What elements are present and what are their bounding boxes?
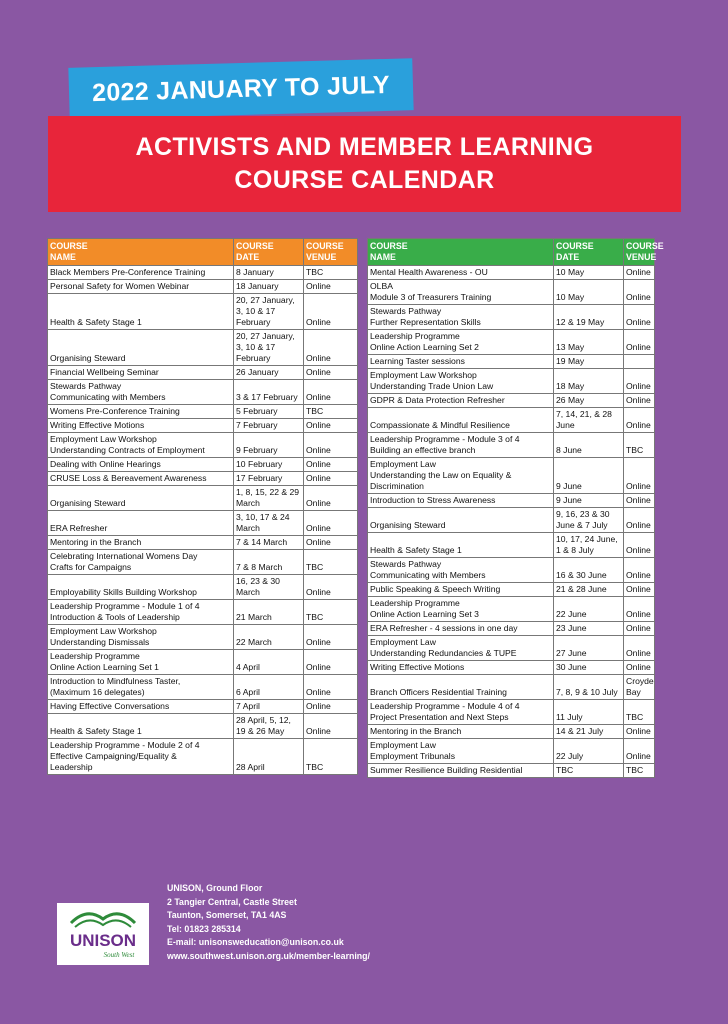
course-date: 7 February bbox=[234, 419, 304, 433]
course-row bbox=[368, 280, 655, 305]
course-date: 28 April bbox=[234, 739, 304, 775]
course-row bbox=[368, 266, 655, 280]
course-table-january-april bbox=[47, 238, 358, 775]
course-venue: Online bbox=[304, 486, 358, 511]
course-date: 20, 27 January, 3, 10 & 17 February bbox=[234, 330, 304, 366]
course-venue: Online bbox=[304, 294, 358, 330]
course-venue: Online bbox=[624, 533, 655, 558]
course-name: ERA Refresher bbox=[48, 511, 234, 536]
course-venue: Online bbox=[304, 575, 358, 600]
course-date: 16, 23 & 30 March bbox=[234, 575, 304, 600]
course-row bbox=[368, 458, 655, 494]
course-venue: Online bbox=[304, 330, 358, 366]
course-name: Stewards Pathway Communicating with Members bbox=[48, 380, 234, 405]
course-table-body bbox=[368, 266, 655, 778]
course-venue: Online bbox=[624, 266, 655, 280]
course-row bbox=[368, 636, 655, 661]
course-row bbox=[48, 550, 358, 575]
course-name: Personal Safety for Women Webinar bbox=[48, 280, 234, 294]
course-name: Organising Steward bbox=[48, 486, 234, 511]
course-name: Leadership Programme Online Action Learning Set 1 bbox=[48, 650, 234, 675]
course-date: 7 April bbox=[234, 700, 304, 714]
course-date: 18 January bbox=[234, 280, 304, 294]
course-name: ERA Refresher - 4 sessions in one day bbox=[368, 622, 554, 636]
course-date: 5 February bbox=[234, 405, 304, 419]
course-venue: TBC bbox=[304, 405, 358, 419]
course-venue: Online bbox=[304, 700, 358, 714]
course-date: 30 June bbox=[554, 661, 624, 675]
course-venue: Online bbox=[304, 458, 358, 472]
course-row bbox=[368, 330, 655, 355]
course-venue: Online bbox=[624, 739, 655, 764]
course-venue: Online bbox=[624, 458, 655, 494]
course-name: Branch Officers Residential Training bbox=[368, 675, 554, 700]
course-venue bbox=[624, 355, 655, 369]
course-row bbox=[48, 700, 358, 714]
course-name: Compassionate & Mindful Resilience bbox=[368, 408, 554, 433]
course-row bbox=[368, 369, 655, 394]
course-table-body bbox=[48, 266, 358, 775]
course-name: Introduction to Stress Awareness bbox=[368, 494, 554, 508]
course-row bbox=[368, 622, 655, 636]
course-date: 26 January bbox=[234, 366, 304, 380]
course-date: 7 & 14 March bbox=[234, 536, 304, 550]
column-header-course-venue: COURSE VENUE bbox=[304, 239, 358, 266]
course-date: 9 June bbox=[554, 494, 624, 508]
course-date: 11 July bbox=[554, 700, 624, 725]
course-date: 12 & 19 May bbox=[554, 305, 624, 330]
course-date: 19 May bbox=[554, 355, 624, 369]
logo-wordmark: UNISON bbox=[69, 931, 137, 950]
course-name: Health & Safety Stage 1 bbox=[48, 294, 234, 330]
course-row bbox=[48, 650, 358, 675]
course-date: 10 May bbox=[554, 280, 624, 305]
course-row bbox=[48, 419, 358, 433]
course-venue: TBC bbox=[624, 700, 655, 725]
course-name: Writing Effective Motions bbox=[368, 661, 554, 675]
course-name: Employability Skills Building Workshop bbox=[48, 575, 234, 600]
course-date: 7, 8, 9 & 10 July bbox=[554, 675, 624, 700]
course-date: 22 June bbox=[554, 597, 624, 622]
course-date: 18 May bbox=[554, 369, 624, 394]
course-name: Health & Safety Stage 1 bbox=[368, 533, 554, 558]
course-venue: Online bbox=[304, 714, 358, 739]
course-venue: Online bbox=[624, 597, 655, 622]
course-venue: Online bbox=[304, 280, 358, 294]
course-name: Public Speaking & Speech Writing bbox=[368, 583, 554, 597]
title-line-2: COURSE CALENDAR bbox=[234, 166, 495, 194]
course-name: Employment Law Understanding the Law on Equality & Discrimination bbox=[368, 458, 554, 494]
course-date: 26 May bbox=[554, 394, 624, 408]
period-title: 2022 JANUARY TO JULY bbox=[91, 70, 391, 107]
course-row bbox=[48, 294, 358, 330]
course-row bbox=[368, 355, 655, 369]
course-row bbox=[368, 533, 655, 558]
course-date: 7 & 8 March bbox=[234, 550, 304, 575]
course-date: 21 & 28 June bbox=[554, 583, 624, 597]
course-row bbox=[48, 575, 358, 600]
course-name: Employment Law Employment Tribunals bbox=[368, 739, 554, 764]
course-name: Having Effective Conversations bbox=[48, 700, 234, 714]
telephone: Tel: 01823 285314 bbox=[167, 923, 241, 934]
course-name: Introduction to Mindfulness Taster, (Maximum 16 delegates) bbox=[48, 675, 234, 700]
title-line-1: ACTIVISTS AND MEMBER LEARNING bbox=[135, 133, 594, 161]
course-venue: Online bbox=[304, 650, 358, 675]
course-date: 8 June bbox=[554, 433, 624, 458]
course-name: Organising Steward bbox=[48, 330, 234, 366]
course-name: Leadership Programme - Module 3 of 4 Building an effective branch bbox=[368, 433, 554, 458]
course-venue: Online bbox=[304, 625, 358, 650]
course-name: Leadership Programme - Module 4 of 4 Project Presentation and Next Steps bbox=[368, 700, 554, 725]
course-row bbox=[48, 511, 358, 536]
course-row bbox=[48, 625, 358, 650]
course-date: 10 May bbox=[554, 266, 624, 280]
course-row bbox=[368, 597, 655, 622]
course-row bbox=[48, 486, 358, 511]
course-date: 17 February bbox=[234, 472, 304, 486]
course-row bbox=[48, 600, 358, 625]
course-row bbox=[368, 583, 655, 597]
course-venue: Online bbox=[624, 558, 655, 583]
course-venue: TBC bbox=[304, 550, 358, 575]
course-name: Writing Effective Motions bbox=[48, 419, 234, 433]
column-header-course-venue: COURSE VENUE bbox=[624, 239, 655, 266]
course-row bbox=[48, 536, 358, 550]
course-name: Dealing with Online Hearings bbox=[48, 458, 234, 472]
course-venue: Online bbox=[624, 305, 655, 330]
period-banner bbox=[68, 58, 413, 120]
course-row bbox=[48, 330, 358, 366]
course-name: Stewards Pathway Communicating with Members bbox=[368, 558, 554, 583]
course-row bbox=[368, 508, 655, 533]
unison-logo bbox=[57, 903, 149, 965]
column-header-course-date: COURSE DATE bbox=[554, 239, 624, 266]
course-venue: Online bbox=[624, 408, 655, 433]
course-date: 28 April, 5, 12, 19 & 26 May bbox=[234, 714, 304, 739]
course-date: 27 June bbox=[554, 636, 624, 661]
course-venue: Online bbox=[304, 419, 358, 433]
course-date: 13 May bbox=[554, 330, 624, 355]
course-name: Employment Law Workshop Understanding Dismissals bbox=[48, 625, 234, 650]
course-name: GDPR & Data Protection Refresher bbox=[368, 394, 554, 408]
unison-logo-graphic bbox=[57, 903, 149, 965]
course-venue: Online bbox=[304, 380, 358, 405]
course-row bbox=[368, 305, 655, 330]
course-venue: Online bbox=[304, 472, 358, 486]
course-venue: Online bbox=[624, 330, 655, 355]
course-date: 21 March bbox=[234, 600, 304, 625]
course-date: 9 February bbox=[234, 433, 304, 458]
course-name: Celebrating International Womens Day Crafts for Campaigns bbox=[48, 550, 234, 575]
course-venue: TBC bbox=[304, 739, 358, 775]
course-date: TBC bbox=[554, 764, 624, 778]
course-row bbox=[48, 675, 358, 700]
course-date: 7, 14, 21, & 28 June bbox=[554, 408, 624, 433]
course-row bbox=[368, 725, 655, 739]
course-name: Learning Taster sessions bbox=[368, 355, 554, 369]
course-row bbox=[48, 405, 358, 419]
course-name: Employment Law Workshop Understanding Contracts of Employment bbox=[48, 433, 234, 458]
course-table-may-july bbox=[367, 238, 664, 778]
address-line-2: 2 Tangier Central, Castle Street bbox=[167, 896, 297, 907]
course-row bbox=[48, 739, 358, 775]
column-header-course-name: COURSE NAME bbox=[48, 239, 234, 266]
course-name: Mental Health Awareness - OU bbox=[368, 266, 554, 280]
course-row bbox=[48, 266, 358, 280]
course-name: Mentoring in the Branch bbox=[368, 725, 554, 739]
course-venue: Croyde Bay bbox=[624, 675, 655, 700]
course-venue: Online bbox=[624, 369, 655, 394]
course-date: 1, 8, 15, 22 & 29 March bbox=[234, 486, 304, 511]
column-header-course-date: COURSE DATE bbox=[234, 239, 304, 266]
course-date: 22 July bbox=[554, 739, 624, 764]
course-name: Stewards Pathway Further Representation Skills bbox=[368, 305, 554, 330]
course-row bbox=[368, 764, 655, 778]
course-name: Black Members Pre-Conference Training bbox=[48, 266, 234, 280]
course-date: 10, 17, 24 June, 1 & 8 July bbox=[554, 533, 624, 558]
course-date: 8 January bbox=[234, 266, 304, 280]
course-venue: Online bbox=[624, 725, 655, 739]
email-link[interactable]: E-mail: unisonsweducation@unison.co.uk bbox=[167, 937, 344, 947]
course-date: 22 March bbox=[234, 625, 304, 650]
course-row bbox=[48, 280, 358, 294]
course-venue: Online bbox=[304, 433, 358, 458]
course-row bbox=[368, 394, 655, 408]
course-name: OLBA Module 3 of Treasurers Training bbox=[368, 280, 554, 305]
course-venue: Online bbox=[304, 511, 358, 536]
course-row bbox=[368, 675, 655, 700]
course-date: 20, 27 January, 3, 10 & 17 February bbox=[234, 294, 304, 330]
course-row bbox=[48, 458, 358, 472]
course-name: Mentoring in the Branch bbox=[48, 536, 234, 550]
course-row bbox=[48, 472, 358, 486]
course-date: 3, 10, 17 & 24 March bbox=[234, 511, 304, 536]
course-name: Leadership Programme Online Action Learning Set 2 bbox=[368, 330, 554, 355]
course-venue: Online bbox=[624, 622, 655, 636]
course-name: Leadership Programme - Module 1 of 4 Introduction & Tools of Leadership bbox=[48, 600, 234, 625]
logo-region: South West bbox=[103, 951, 135, 959]
course-date: 3 & 17 February bbox=[234, 380, 304, 405]
course-row bbox=[368, 433, 655, 458]
course-row bbox=[48, 433, 358, 458]
course-name: Employment Law Workshop Understanding Trade Union Law bbox=[368, 369, 554, 394]
course-row bbox=[368, 739, 655, 764]
course-venue: Online bbox=[624, 394, 655, 408]
course-venue: Online bbox=[624, 494, 655, 508]
course-venue: Online bbox=[624, 636, 655, 661]
address-line-3: Taunton, Somerset, TA1 4AS bbox=[167, 910, 287, 920]
contact-details bbox=[167, 882, 370, 963]
course-venue: Online bbox=[624, 661, 655, 675]
course-date: 9, 16, 23 & 30 June & 7 July bbox=[554, 508, 624, 533]
course-venue: TBC bbox=[304, 600, 358, 625]
course-row bbox=[368, 558, 655, 583]
course-date: 23 June bbox=[554, 622, 624, 636]
course-name: Leadership Programme Online Action Learning Set 3 bbox=[368, 597, 554, 622]
course-date: 16 & 30 June bbox=[554, 558, 624, 583]
column-header-course-name: COURSE NAME bbox=[368, 239, 554, 266]
course-date: 4 April bbox=[234, 650, 304, 675]
course-date: 6 April bbox=[234, 675, 304, 700]
course-name: CRUSE Loss & Bereavement Awareness bbox=[48, 472, 234, 486]
course-name: Employment Law Understanding Redundancies & TUPE bbox=[368, 636, 554, 661]
course-venue: TBC bbox=[624, 764, 655, 778]
course-name: Womens Pre-Conference Training bbox=[48, 405, 234, 419]
course-name: Summer Resilience Building Residential bbox=[368, 764, 554, 778]
course-venue: TBC bbox=[624, 433, 655, 458]
course-row bbox=[48, 380, 358, 405]
course-venue: Online bbox=[304, 675, 358, 700]
title-banner bbox=[48, 116, 681, 212]
website-link[interactable]: www.southwest.unison.org.uk/member-learning/ bbox=[167, 950, 371, 961]
course-row bbox=[368, 408, 655, 433]
course-name: Financial Wellbeing Seminar bbox=[48, 366, 234, 380]
course-venue: Online bbox=[304, 366, 358, 380]
course-row bbox=[48, 366, 358, 380]
course-date: 9 June bbox=[554, 458, 624, 494]
course-date: 14 & 21 July bbox=[554, 725, 624, 739]
course-venue: Online bbox=[624, 508, 655, 533]
address-line-1: UNISON, Ground Floor bbox=[167, 883, 263, 893]
course-row bbox=[368, 494, 655, 508]
course-row bbox=[368, 661, 655, 675]
course-venue: Online bbox=[304, 536, 358, 550]
course-name: Leadership Programme - Module 2 of 4 Effective Campaigning/Equality & Leadership bbox=[48, 739, 234, 775]
course-date: 10 February bbox=[234, 458, 304, 472]
course-venue: Online bbox=[624, 280, 655, 305]
course-name: Health & Safety Stage 1 bbox=[48, 714, 234, 739]
course-row bbox=[368, 700, 655, 725]
course-venue: Online bbox=[624, 583, 655, 597]
course-row bbox=[48, 714, 358, 739]
course-name: Organising Steward bbox=[368, 508, 554, 533]
course-venue: TBC bbox=[304, 266, 358, 280]
